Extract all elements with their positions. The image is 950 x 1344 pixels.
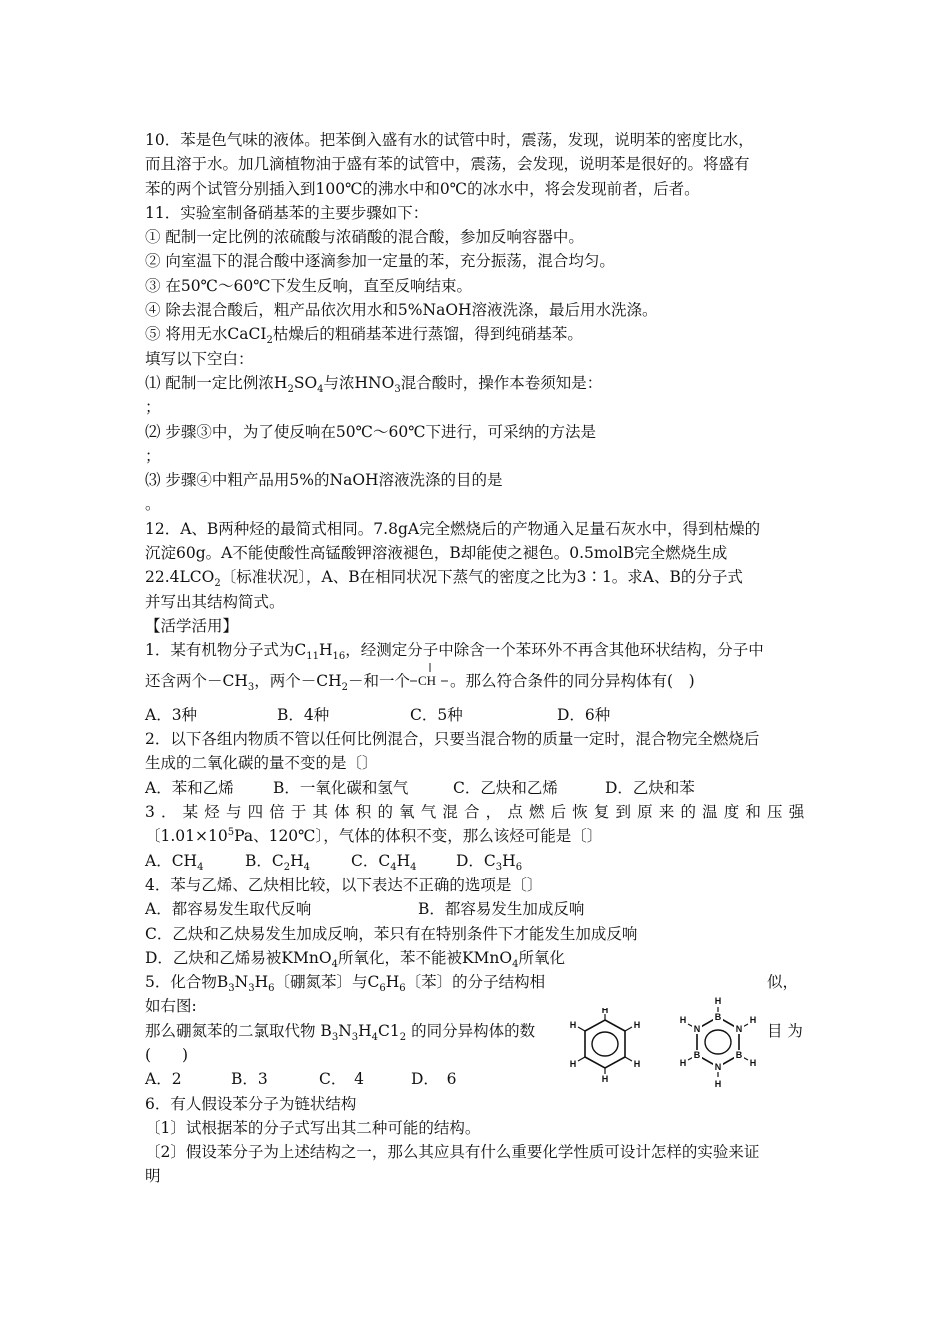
section-heading: 【活学活用】	[145, 616, 239, 635]
benzene-structure	[565, 1008, 650, 1090]
atom-h: H	[633, 1059, 641, 1069]
a2-line-2: 生成的二氧化碳的量不变的是〔〕	[145, 754, 378, 773]
q11-step-5: ⑤ 将用无水CaCI$_2$枯燥后的粗硝基苯进行蒸馏，得到纯硝基苯。	[145, 325, 583, 347]
a5-line-1: 5．化合物$B_3N_3H_6$〔硼氮苯〕与$C_6H_6$〔苯〕的分子结构相 似，	[145, 973, 799, 995]
borazine-structure	[668, 993, 768, 1101]
a3-line-2: 〔$1.01\times 10^5Pa$、120℃〕，气体的体积不变，那么该烃可能是〔〕	[145, 827, 603, 846]
atom-n: N	[693, 1024, 701, 1034]
option-d[interactable]: D．乙炔和乙烯易被KMnO$_4$所氧化，苯不能被KMnO$_4$所氧化	[145, 948, 565, 970]
q11-part-2: ⑵ 步骤③中，为了使反响在50℃～60℃下进行，可采纳的方法是	[145, 422, 597, 441]
a4-line-1: 4．苯与乙烯、乙炔相比较，以下表达不正确的选项是〔〕	[145, 875, 543, 894]
q12-line-4: 并写出其结构简式。	[145, 592, 285, 611]
option-c[interactable]: C．乙炔和乙炔易发生加成反响，苯只有在特别条件下才能发生加成反响	[145, 924, 638, 943]
q10-line-3: 苯的两个试管分别插入到100℃的沸水中和0℃的冰水中，将会发现前者，后者。	[145, 179, 700, 198]
q11-title: 11．实验室制备硝基苯的主要步骤如下：	[145, 203, 429, 222]
atom-h: H	[569, 1020, 577, 1030]
q12-line-3: $22.4LCO_2$〔标准状况〕，A、B在相同状况下蒸气的密度之比为3∶1。求A、B的分子式	[145, 568, 743, 590]
option-b[interactable]: B．$C_2H_4$	[245, 851, 311, 873]
atom-h: H	[679, 1058, 687, 1068]
ch-branch-structure	[410, 669, 450, 693]
option-a[interactable]: A．$CH_4$	[145, 851, 204, 873]
option-c[interactable]: C．5种	[410, 705, 463, 724]
q11-step-4: ④ 除去混合酸后，粗产品依次用水和5%NaOH溶液洗涤，最后用水洗涤。	[145, 301, 658, 320]
a4-options-ab	[145, 897, 807, 921]
option-c[interactable]: C．乙炔和乙烯	[453, 778, 558, 797]
a6-line-2: 〔1〕试根据苯的分子式写出其二种可能的结构。	[145, 1118, 481, 1137]
q11-step-1: ① 配制一定比例的浓硫酸与浓硝酸的混合酸，参加反响容器中。	[145, 228, 584, 247]
q11-part-2-end: ；	[145, 446, 161, 465]
q10-line-2: 而且溶于水。加几滴植物油于盛有苯的试管中，震荡，会发现，说明苯是很好的。将盛有	[145, 155, 750, 174]
atom-h: H	[714, 996, 722, 1006]
a5-line-4: ( )	[145, 1045, 189, 1064]
atom-h: H	[679, 1015, 687, 1025]
a6-line-3: 〔2〕假设苯分子为上述结构之一，那么其应具有什么重要化学性质可设计怎样的实验来证	[145, 1143, 760, 1162]
option-a[interactable]: A．苯和乙烯	[145, 778, 234, 797]
option-d[interactable]: D．乙炔和苯	[605, 778, 695, 797]
a3-line-1: 3．某烃与四倍于其体积的氧气混合，点燃后恢复到原来的温度和压强	[145, 803, 807, 822]
atom-h: H	[601, 1008, 609, 1015]
atom-h: H	[749, 1015, 757, 1025]
atom-h: H	[714, 1079, 722, 1089]
a3-options	[145, 849, 807, 873]
q11-part-3: ⑶ 步骤④中粗产品用5%的NaOH溶液洗涤的目的是	[145, 471, 503, 490]
a5-line-3: 那么硼氮苯的二氯取代物 $B_3N_3H_4C1_2$ 的同分异构体的数 目 为	[145, 1021, 803, 1043]
atom-h: H	[569, 1059, 577, 1069]
q11-fill-instruction: 填写以下空白：	[145, 349, 254, 368]
atom-n: N	[714, 1062, 722, 1072]
q11-part-3-end: 。	[145, 495, 161, 514]
option-d[interactable]: D．6种	[557, 705, 611, 724]
option-a[interactable]: A．都容易发生取代反响	[145, 900, 312, 919]
q11-part-1: ⑴ 配制一定比例浓$H_2SO_4$与浓$HNO_3$混合酸时，操作本卷须知是：	[145, 373, 603, 396]
option-b[interactable]: B．4种	[277, 705, 330, 724]
option-a[interactable]: A．2	[145, 1070, 182, 1089]
atom-h: H	[633, 1020, 641, 1030]
a1-line-1: 1．某有机物分子式为$C_{11}H_{16}$，经测定分子中除含一个苯环外不再含其他环状结构，分子中	[145, 641, 764, 663]
q11-step-3: ③ 在50℃～60℃下发生反响，直至反响结束。	[145, 276, 473, 295]
a1-line-2: 还含两个$-CH_3$，两个$-CH_2-$和一个 CH 。那么符合条件的同分异构体有( )	[145, 669, 807, 693]
atom-b: B	[693, 1050, 701, 1060]
a1-options	[145, 703, 807, 727]
atom-b: B	[714, 1012, 722, 1022]
q11-step-2: ② 向室温下的混合酸中逐滴参加一定量的苯，充分振荡，混合均匀。	[145, 252, 615, 271]
option-b[interactable]: B．一氧化碳和氢气	[273, 778, 409, 797]
q12-line-1: 12．A、B两种烃的最简式相同。7.8gA完全燃烧后的产物通入足量石灰水中，得到枯燥的	[145, 519, 761, 538]
a2-options	[145, 776, 807, 800]
option-b[interactable]: B．3	[231, 1070, 268, 1089]
option-b[interactable]: B．都容易发生加成反响	[418, 900, 585, 919]
option-d[interactable]: D．$C_3H_6$	[456, 851, 523, 873]
q10-line-1: 10．苯是色气味的液体。把苯倒入盛有水的试管中时，震荡，发现，说明苯的密度比水，	[145, 131, 754, 149]
q12-line-2: 沉淀60g。A不能使酸性高锰酸钾溶液褪色，B却能使之褪色。0.5molB完全燃烧生成	[145, 544, 728, 563]
atom-h: H	[601, 1074, 609, 1084]
a6-line-1: 6．有人假设苯分子为链状结构	[145, 1094, 357, 1113]
option-a[interactable]: A．3种	[145, 705, 198, 724]
atom-b: B	[735, 1050, 743, 1060]
atom-n: N	[735, 1024, 743, 1034]
a5-line-2: 如右图:	[145, 997, 197, 1016]
atom-h: H	[749, 1058, 757, 1068]
a2-line-1: 2．以下各组内物质不管以任何比例混合，只要当混合物的质量一定时，混合物完全燃烧后	[145, 730, 760, 749]
option-c[interactable]: C．$C_4H_4$	[351, 851, 417, 873]
q11-part-1-end: ；	[145, 398, 161, 417]
option-d[interactable]: D． 6	[411, 1070, 457, 1089]
ch-label: CH	[418, 672, 437, 688]
option-c[interactable]: C． 4	[319, 1070, 364, 1089]
a6-line-4: 明	[145, 1167, 161, 1186]
